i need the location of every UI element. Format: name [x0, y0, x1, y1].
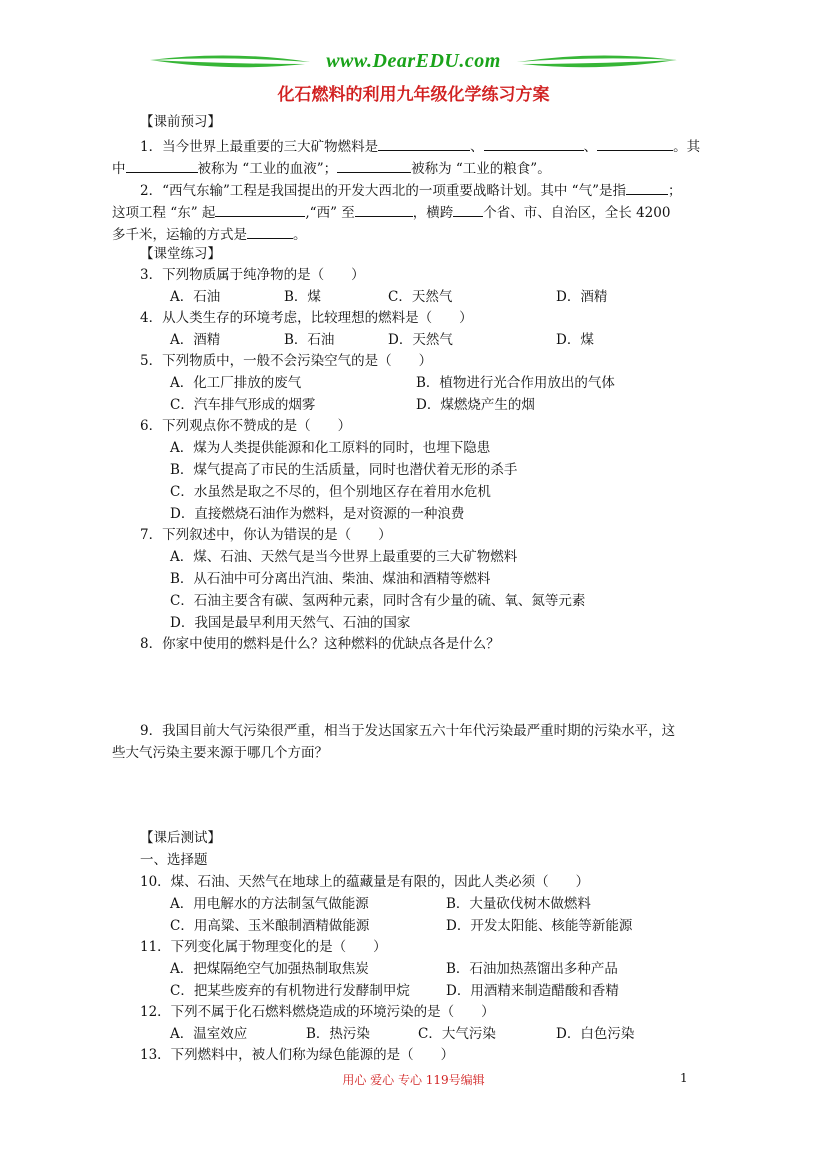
- question-3-option-c: C．天然气: [388, 289, 453, 305]
- question-3-option-b: B．煤: [284, 289, 321, 305]
- question-2-line-3: 多千米，运输的方式是 。: [112, 224, 307, 244]
- question-9-line-2: 些大气污染主要来源于哪几个方面？: [112, 745, 328, 761]
- question-11-option-c: C．把某些废弃的有机物进行发酵制甲烷: [170, 983, 410, 999]
- page-number: 1: [680, 1071, 688, 1085]
- question-2-line-2: 这项工程 “东” 起 ,“西” 至 ，横跨 个省、市、自治区，全长 4200: [112, 202, 670, 222]
- question-12-stem: 12．下列不属于化石燃料燃烧造成的环境污染的是（ ）: [140, 1004, 495, 1020]
- question-12-option-b: B．热污染: [306, 1026, 370, 1042]
- question-7-stem: 7．下列叙述中，你认为错误的是（ ）: [140, 527, 392, 543]
- question-4-option-d: D．煤: [556, 332, 594, 348]
- question-5-option-b: B．植物进行光合作用放出的气体: [416, 375, 615, 391]
- question-5-stem: 5．下列物质中，一般不会污染空气的是（ ）: [140, 353, 433, 369]
- question-12-option-c: C．大气污染: [418, 1026, 496, 1042]
- question-1-line-1: 1．当今世界上最重要的三大矿物燃料是 、 、 。其: [140, 136, 700, 156]
- question-5-option-a: A．化工厂排放的废气: [170, 375, 302, 391]
- question-10-option-c: C．用高粱、玉米酿制酒精做能源: [170, 918, 370, 934]
- question-6-stem: 6．下列观点你不赞成的是（ ）: [140, 418, 352, 434]
- site-header: [0, 50, 827, 78]
- question-10-option-a: A．用电解水的方法制氢气做能源: [170, 896, 369, 912]
- section-preview: 【课前预习】: [140, 114, 221, 130]
- question-3-option-a: A．石油: [170, 289, 221, 305]
- question-11-option-b: B．石油加热蒸馏出多种产品: [446, 961, 618, 977]
- question-10-option-d: D．开发太阳能、核能等新能源: [446, 918, 633, 934]
- question-5-option-d: D．煤燃烧产生的烟: [416, 397, 535, 413]
- question-6-option-b: B．煤气提高了市民的生活质量，同时也潜伏着无形的杀手: [170, 462, 518, 478]
- site-name[interactable]: www.DearEDU.com: [326, 50, 501, 72]
- part-heading: 一、选择题: [140, 852, 208, 868]
- question-12-option-d: D．白色污染: [556, 1026, 635, 1042]
- footer-credit: 用心 爱心 专心 119号编辑: [342, 1073, 485, 1087]
- question-9-line-1: 9．我国目前大气污染很严重，相当于发达国家五六十年代污染最严重时期的污染水平，这: [140, 723, 676, 739]
- question-3-stem: 3．下列物质属于纯净物的是（ ）: [140, 267, 365, 283]
- question-6-option-d: D．直接燃烧石油作为燃料，是对资源的一种浪费: [170, 506, 465, 522]
- section-classwork: 【课堂练习】: [140, 246, 221, 262]
- question-11-stem: 11．下列变化属于物理变化的是（ ）: [140, 939, 387, 955]
- question-1-line-2: 中 被称为 “工业的血液”； 被称为 “工业的粮食”。: [112, 158, 551, 178]
- question-6-option-c: C．水虽然是取之不尽的，但个别地区存在着用水危机: [170, 484, 491, 500]
- question-4-stem: 4．从人类生存的环境考虑，比较理想的燃料是（ ）: [140, 310, 473, 326]
- question-12-option-a: A．温室效应: [170, 1026, 248, 1042]
- question-4-option-c: D．天然气: [388, 332, 453, 348]
- question-11-option-d: D．用酒精来制造醋酸和香精: [446, 983, 619, 999]
- question-7-option-b: B．从石油中可分离出汽油、柴油、煤油和酒精等燃料: [170, 571, 491, 587]
- question-10-option-b: B．大量砍伐树木做燃料: [446, 896, 591, 912]
- page-title: 化石燃料的利用九年级化学练习方案: [277, 85, 550, 105]
- question-4-option-a: A．酒精: [170, 332, 221, 348]
- question-4-option-b: B．石油: [284, 332, 335, 348]
- question-5-option-c: C．汽车排气形成的烟雾: [170, 397, 316, 413]
- question-8: 8．你家中使用的燃料是什么？这种燃料的优缺点各是什么？: [140, 636, 500, 652]
- question-7-option-c: C．石油主要含有碳、氢两种元素，同时含有少量的硫、氧、氮等元素: [170, 593, 586, 609]
- question-7-option-a: A．煤、石油、天然气是当今世界上最重要的三大矿物燃料: [170, 549, 518, 565]
- question-3-option-d: D．酒精: [556, 289, 608, 305]
- question-13-stem: 13．下列燃料中，被人们称为绿色能源的是（ ）: [140, 1047, 455, 1063]
- question-6-option-a: A．煤为人类提供能源和化工原料的同时，也埋下隐患: [170, 440, 491, 456]
- section-post-test: 【课后测试】: [140, 830, 221, 846]
- question-7-option-d: D．我国是最早利用天然气、石油的国家: [170, 615, 411, 631]
- question-10-stem: 10．煤、石油、天然气在地球上的蕴藏量是有限的，因此人类必须（ ）: [140, 874, 590, 890]
- question-11-option-a: A．把煤隔绝空气加强热制取焦炭: [170, 961, 369, 977]
- question-2-line-1: 2．“西气东输”工程是我国提出的开发大西北的一项重要战略计划。其中 “气”是指 ；: [140, 180, 682, 200]
